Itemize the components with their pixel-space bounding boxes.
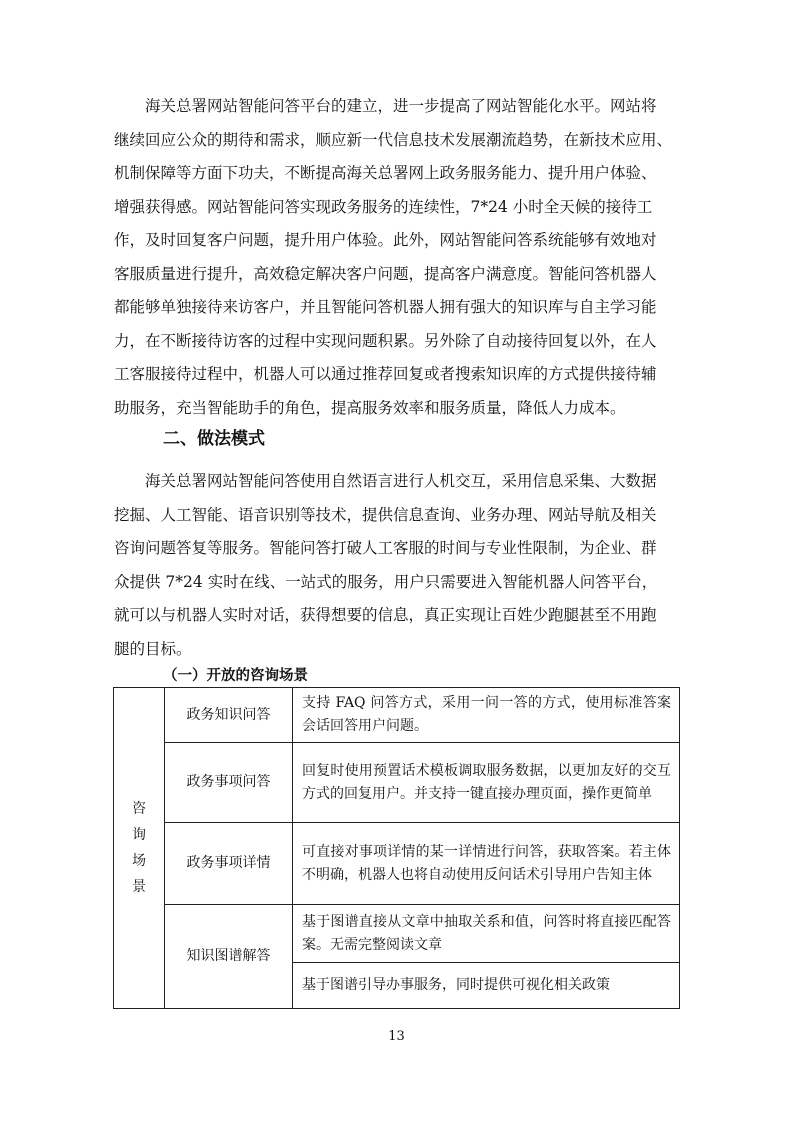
scenario-name: 知识图谱解答	[165, 905, 293, 1009]
text-line: 海关总署网站智能问答平台的建立，进一步提高了网站智能化水平。网站将	[114, 97, 657, 115]
text-line: 挖掘、人工智能、语音识别等技术，提供信息查询、业务办理、网站导航及相关	[114, 505, 657, 524]
table-row	[114, 905, 680, 963]
text-line: 继续回应公众的期待和需求，顺应新一代信息技术发展潮流趋势，在新技术应用、	[114, 130, 673, 149]
text-line: 咨询问题答复等服务。智能问答打破人工客服的时间与专业性限制，为企业、群	[114, 539, 657, 557]
scenario-name: 政务事项详情	[165, 823, 293, 905]
text-line: 增强获得感。网站智能问答实现政务服务的连续性，7*24 小时全天候的接待工	[114, 197, 653, 216]
text-line: 就可以与机器人实时对话，获得想要的信息，真正实现让百姓少跑腿甚至不用跑	[114, 606, 657, 624]
text-line: 客服质量进行提升，高效稳定解决客户问题，提高客户满意度。智能问答机器人	[114, 264, 657, 283]
text-line: 众提供 7*24 实时在线、一站式的服务，用户只需要进入智能机器人问答平台，	[114, 572, 658, 591]
table-row	[114, 743, 680, 823]
scenario-table	[113, 687, 680, 1009]
page-number: 13	[388, 1029, 405, 1044]
category-label: 咨询场景	[132, 801, 146, 895]
text-line: 都能够单独接待来访客户，并且智能问答机器人拥有强大的知识库与自主学习能	[114, 298, 657, 316]
scenario-desc: 基于图谱引导办事服务，同时提供可视化相关政策	[293, 963, 680, 1009]
category-cell	[114, 688, 165, 1009]
text-line: 助服务，充当智能助手的角色，提高服务效率和服务质量，降低人力成本。	[114, 398, 626, 417]
scenario-name: 政务知识问答	[165, 688, 293, 743]
table-row	[114, 688, 680, 743]
text-line: 机制保障等方面下功夫，不断提高海关总署网上政务服务能力、提升用户体验、	[114, 164, 657, 182]
scenario-desc: 回复时使用预置话术模板调取服务数据，以更加友好的交互方式的回复用户。并支持一键直接办理页面，操作更简单	[293, 743, 680, 823]
text-line: 海关总署网站智能问答使用自然语言进行人机交互，采用信息采集、大数据	[114, 472, 657, 490]
text-line: 工客服接待过程中，机器人可以通过推荐回复或者搜索知识库的方式提供接待辅	[114, 365, 657, 383]
table-row	[114, 823, 680, 905]
scenario-desc: 基于图谱直接从文章中抽取关系和值，问答时将直接匹配答案。无需完整阅读文章	[293, 905, 680, 963]
scenario-desc: 支持 FAQ 问答方式，采用一问一答的方式，使用标准答案会话回答用户问题。	[293, 688, 680, 743]
text-line: 力，在不断接待访客的过程中实现问题积累。另外除了自动接待回复以外，在人	[114, 331, 657, 350]
paragraph-intro	[114, 90, 680, 425]
text-line: 作，及时回复客户问题，提升用户体验。此外，网站智能问答系统能够有效地对	[114, 231, 657, 249]
section-heading: 二、做法模式	[163, 429, 265, 449]
scenario-desc: 可直接对事项详情的某一详情进行问答，获取答案。若主体不明确，机器人也将自动使用反问话术引导用户告知主体	[293, 823, 680, 905]
paragraph-method	[114, 465, 680, 666]
subsection-heading: （一）开放的咨询场景	[163, 668, 308, 684]
scenario-name: 政务事项问答	[165, 743, 293, 823]
text-line: 腿的目标。	[114, 639, 192, 658]
